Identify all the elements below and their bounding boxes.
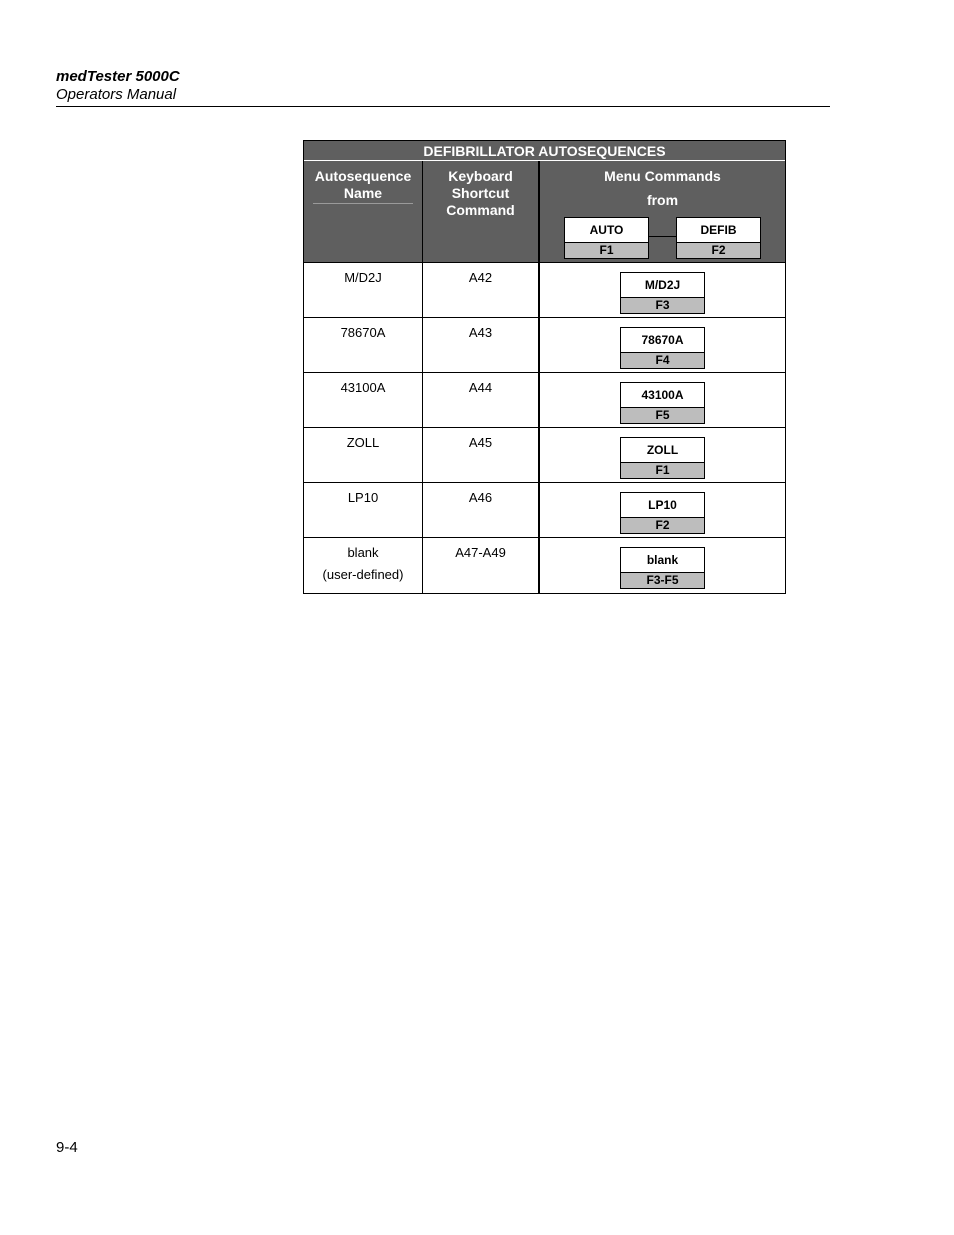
softkey: ZOLL F1 [620,437,705,479]
table-caption: DEFIBRILLATOR AUTOSEQUENCES [304,141,785,161]
softkey: M/D2J F3 [620,272,705,314]
autosequence-note: (user-defined) [322,567,404,582]
table-row [304,538,785,593]
header-keyboard-shortcut: Keyboard Shortcut Command [423,161,540,262]
autosequence-name: 43100A [304,373,423,427]
document-subtitle: Operators Manual [56,86,177,103]
autosequence-table [303,140,786,594]
softkey: 43100A F5 [620,382,705,424]
autosequence-name: ZOLL [304,428,423,482]
header-autosequence-name: Autosequence Name [304,161,423,262]
page-header [56,68,830,107]
autosequence-name: M/D2J [304,263,423,317]
softkey: 78670A F4 [620,327,705,369]
page-number: 9-4 [56,1139,78,1156]
shortcut-command: A44 [423,373,540,427]
softkey-auto: AUTO F1 [564,217,649,259]
softkey-defib: DEFIB F2 [676,217,761,259]
table-header-row [304,161,785,263]
header-menu-commands: Menu Commands from AUTO F1 DEFIB F2 [540,161,785,262]
table-row [304,318,785,373]
softkey-connector [648,236,678,237]
table-row [304,263,785,318]
shortcut-command: A46 [423,483,540,537]
autosequence-name: LP10 [304,483,423,537]
shortcut-command: A47-A49 [423,538,540,593]
table-row [304,373,785,428]
menu-path-keys [564,217,762,259]
autosequence-name: blank (user-defined) [304,538,423,593]
softkey: blank F3-F5 [620,547,705,589]
table-row [304,428,785,483]
shortcut-command: A42 [423,263,540,317]
shortcut-command: A43 [423,318,540,372]
autosequence-name: 78670A [304,318,423,372]
document-title: medTester 5000C [56,68,180,85]
softkey: LP10 F2 [620,492,705,534]
shortcut-command: A45 [423,428,540,482]
table-row [304,483,785,538]
